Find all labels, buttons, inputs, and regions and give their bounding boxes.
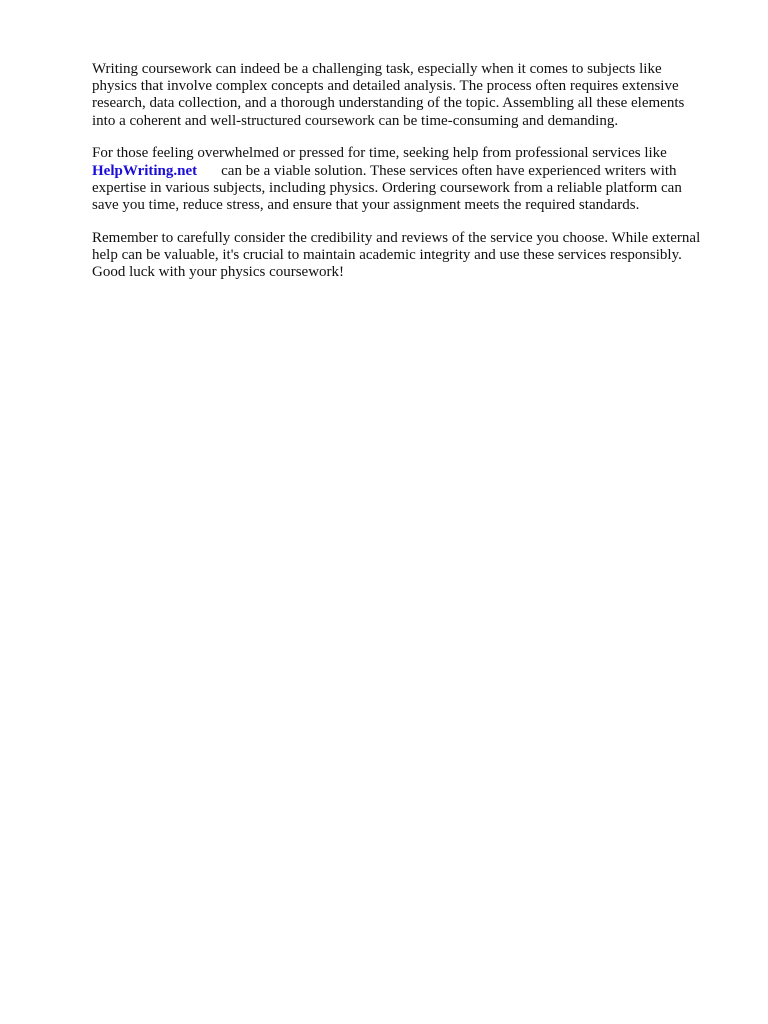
document-page <box>92 61 732 297</box>
paragraph-intro <box>92 61 732 130</box>
text-line: Good luck with your physics coursework! <box>92 264 345 281</box>
text-line: expertise in various subjects, including physics. Ordering coursework from a reliable platform can <box>92 179 682 196</box>
text-line: Remember to carefully consider the credibility and reviews of the service you choose. While external <box>92 229 701 246</box>
text-line: save you time, reduce stress, and ensure that your assignment meets the required standards. <box>92 196 640 213</box>
text-line: For those feeling overwhelmed or pressed for time, seeking help from professional services like <box>92 145 667 162</box>
text-fragment: can be a viable solution. These services often have experienced writers with <box>221 162 677 179</box>
text-line: help can be valuable, it's crucial to maintain academic integrity and use these services responsibly. <box>92 246 682 263</box>
paragraph-help-services <box>92 145 732 214</box>
helpwriting-link[interactable]: HelpWriting.net <box>92 162 198 179</box>
text-line: physics that involve complex concepts and detailed analysis. The process often requires extensive <box>92 78 679 95</box>
text-line: Writing coursework can indeed be a challenging task, especially when it comes to subjects like <box>92 61 662 77</box>
text-line: into a coherent and well-structured coursework can be time-consuming and demanding. <box>92 112 619 129</box>
text-line: research, data collection, and a thorough understanding of the topic. Assembling all these elements <box>92 95 685 112</box>
paragraph-closing <box>92 230 732 282</box>
text-line-with-link <box>92 163 732 180</box>
